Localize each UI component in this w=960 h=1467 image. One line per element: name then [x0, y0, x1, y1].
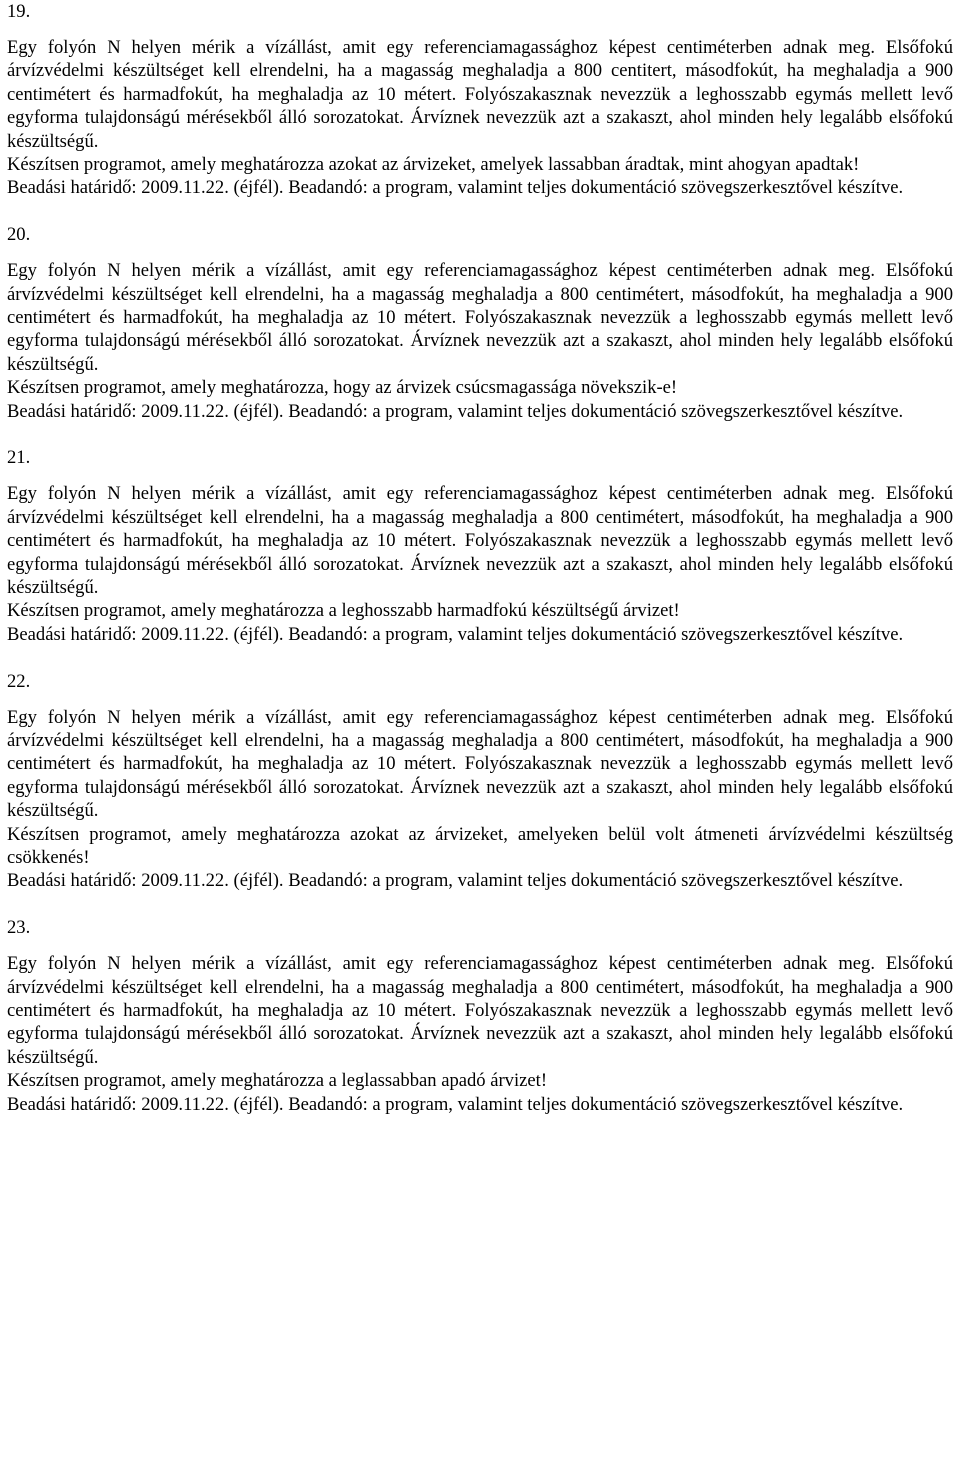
- task-number: 20.: [7, 224, 31, 246]
- task-description: Egy folyón N helyen mérik a vízállást, amit egy referenciamagassághoz képest centiméterben adnak meg. Elsőfokú árvízvédelmi készültséget kell elrendelni, ha a magasság meghaladja a 800 centitert, másodfokút, ha meghaladja a 900 centimétert és harmadfokút, ha meghaladja az 10 métert. Folyószakasznak nevezzük a leghosszabb egymás mellett levő egyforma tulajdonságú mérésekből álló sorozatokat. Árvíznek nevezzük azt a szakaszt, ahol minden hely legalább elsőfokú készültségű.: [7, 36, 953, 152]
- task-description: Egy folyón N helyen mérik a vízállást, amit egy referenciamagassághoz képest centiméterben adnak meg. Elsőfokú árvízvédelmi készültséget kell elrendelni, ha a magasság meghaladja a 800 centimétert, másodfokút, ha meghaladja a 900 centimétert és harmadfokút, ha meghaladja az 10 métert. Folyószakasznak nevezzük a leghosszabb egymás mellett levő egyforma tulajdonságú mérésekből álló sorozatokat. Árvíznek nevezzük azt a szakaszt, ahol minden hely legalább elsőfokú készültségű.: [7, 483, 953, 599]
- task-deadline: Beadási határidő: 2009.11.22. (éjfél). Beadandó: a program, valamint teljes dokumentáció szövegszerkesztővel készítve.: [7, 177, 904, 199]
- task-22: [7, 670, 953, 917]
- task-assignment: Készítsen programot, amely meghatározza azokat az árvizeket, amelyek lassabban áradtak, mint ahogyan apadtak!: [7, 154, 860, 176]
- task-assignment: Készítsen programot, amely meghatározza a leglassabban apadó árvizet!: [7, 1070, 548, 1092]
- task-description: Egy folyón N helyen mérik a vízállást, amit egy referenciamagassághoz képest centiméterben adnak meg. Elsőfokú árvízvédelmi készültséget kell elrendelni, ha a magasság meghaladja a 800 centimétert, másodfokút, ha meghaladja a 900 centimétert és harmadfokút, ha meghaladja az 10 métert. Folyószakasznak nevezzük a leghosszabb egymás mellett levő egyforma tulajdonságú mérésekből álló sorozatokat. Árvíznek nevezzük azt a szakaszt, ahol minden hely legalább elsőfokú készültségű.: [7, 260, 953, 375]
- task-assignment: Készítsen programot, amely meghatározza a leghosszabb harmadfokú készültségű árvizet!: [7, 600, 680, 622]
- task-deadline: Beadási határidő: 2009.11.22. (éjfél). Beadandó: a program, valamint teljes dokumentáció szövegszerkesztővel készítve.: [7, 623, 904, 645]
- task-23: [7, 916, 953, 1116]
- task-number: 21.: [7, 447, 31, 469]
- task-text: [7, 706, 953, 893]
- task-deadline: Beadási határidő: 2009.11.22. (éjfél). Beadandó: a program, valamint teljes dokumentáció szövegszerkesztővel készítve.: [7, 870, 904, 892]
- task-number: 22.: [7, 670, 31, 692]
- task-number: 19.: [7, 1, 31, 22]
- task-text: [7, 259, 953, 423]
- task-assignment: Készítsen programot, amely meghatározza azokat az árvizeket, amelyeken belül volt átmeneti árvízvédelmi készültség csökkenés!: [7, 823, 953, 869]
- task-21: [7, 446, 953, 669]
- task-deadline: Beadási határidő: 2009.11.22. (éjfél). Beadandó: a program, valamint teljes dokumentáció szövegszerkesztővel készítve.: [7, 1093, 904, 1115]
- task-text: [7, 482, 953, 646]
- task-text: [7, 952, 953, 1116]
- task-20: [7, 223, 953, 446]
- task-assignment: Készítsen programot, amely meghatározza, hogy az árvizek csúcsmagassága növekszik-e!: [7, 377, 678, 399]
- task-text: [7, 36, 953, 200]
- task-description: Egy folyón N helyen mérik a vízállást, amit egy referenciamagassághoz képest centiméterben adnak meg. Elsőfokú árvízvédelmi készültséget kell elrendelni, ha a magasság meghaladja a 800 centimétert, másodfokút, ha meghaladja a 900 centimétert és harmadfokút, ha meghaladja az 10 métert. Folyószakasznak nevezzük a leghosszabb egymás mellett levő egyforma tulajdonságú mérésekből álló sorozatokat. Árvíznek nevezzük azt a szakaszt, ahol minden hely legalább elsőfokú készültségű.: [7, 953, 953, 1068]
- task-19: [7, 0, 953, 223]
- task-deadline: Beadási határidő: 2009.11.22. (éjfél). Beadandó: a program, valamint teljes dokumentáció szövegszerkesztővel készítve.: [7, 400, 904, 422]
- task-number: 23.: [7, 917, 31, 939]
- task-description: Egy folyón N helyen mérik a vízállást, amit egy referenciamagassághoz képest centiméterben adnak meg. Elsőfokú árvízvédelmi készültséget kell elrendelni, ha a magasság meghaladja a 800 centimétert, másodfokút, ha meghaladja a 900 centimétert és harmadfokút, ha meghaladja az 10 métert. Folyószakasznak nevezzük a leghosszabb egymás mellett levő egyforma tulajdonságú mérésekből álló sorozatokat. Árvíznek nevezzük azt a szakaszt, ahol minden hely legalább elsőfokú készültségű.: [7, 706, 953, 822]
